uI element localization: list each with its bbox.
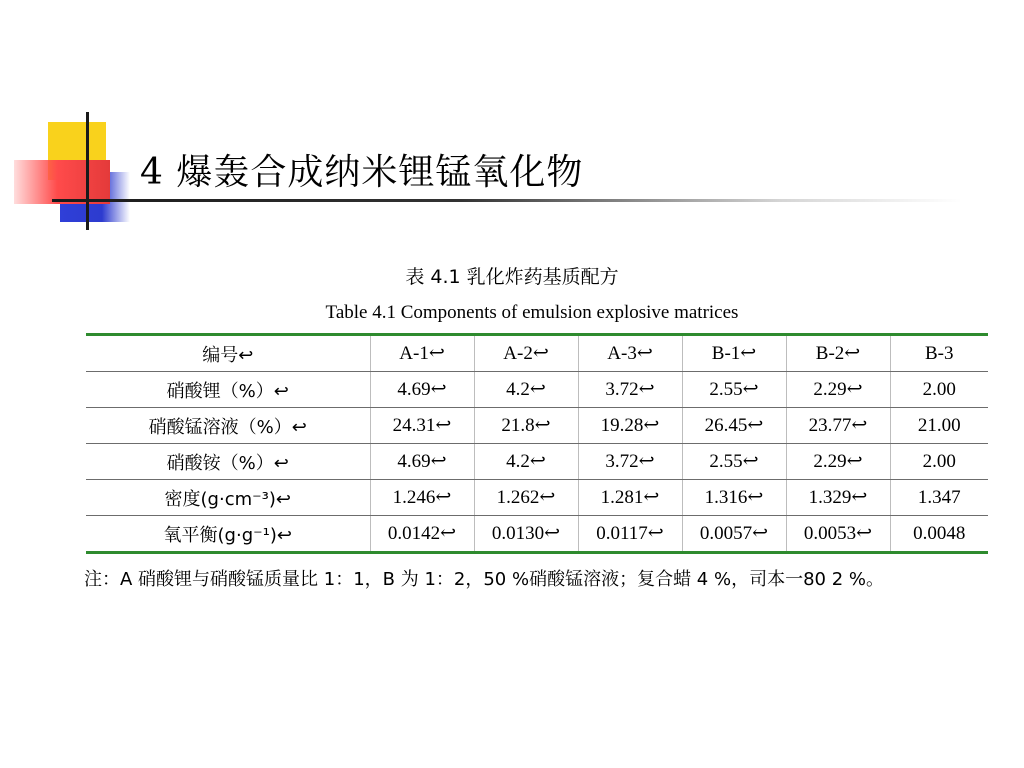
table-row bbox=[86, 372, 988, 408]
table-cell: 1.281↩ bbox=[578, 480, 682, 516]
header-cell: A-3↩ bbox=[578, 335, 682, 372]
table-cell: 2.55↩ bbox=[682, 372, 786, 408]
table-caption-chinese: 表 4.1 乳化炸药基质配方 bbox=[405, 266, 619, 288]
table-cell: 21.8↩ bbox=[474, 408, 578, 444]
decor-red-bar bbox=[14, 160, 110, 204]
table-row bbox=[86, 480, 988, 516]
table-cell: 1.246↩ bbox=[370, 480, 474, 516]
table-cell: 1.329↩ bbox=[786, 480, 890, 516]
table-cell: 4.2↩ bbox=[474, 372, 578, 408]
table-cell: 0.0057↩ bbox=[682, 516, 786, 553]
header-cell: B-3 bbox=[890, 335, 988, 372]
slide-title: 4 爆轰合成纳米锂锰氧化物 bbox=[140, 152, 584, 193]
table-cell: 2.29↩ bbox=[786, 372, 890, 408]
table-cell: 0.0117↩ bbox=[578, 516, 682, 553]
table-row bbox=[86, 516, 988, 553]
table-cell: 1.262↩ bbox=[474, 480, 578, 516]
row-label: 硝酸铵（%）↩ bbox=[86, 444, 370, 480]
table-cell: 26.45↩ bbox=[682, 408, 786, 444]
table-cell: 4.69↩ bbox=[370, 444, 474, 480]
decor-vertical-line bbox=[86, 112, 89, 230]
table-cell: 2.55↩ bbox=[682, 444, 786, 480]
table-cell: 0.0142↩ bbox=[370, 516, 474, 553]
table-cell: 0.0048 bbox=[913, 522, 966, 544]
table-cell: 1.347 bbox=[890, 480, 988, 516]
title-underline bbox=[52, 199, 962, 202]
table-cell: 2.00 bbox=[890, 372, 988, 408]
table-cell: 1.316↩ bbox=[682, 480, 786, 516]
table-cell: 24.31↩ bbox=[370, 408, 474, 444]
table-cell: 0.0130↩ bbox=[474, 516, 578, 553]
table-cell: 2.29↩ bbox=[786, 444, 890, 480]
row-label: 硝酸锂（%）↩ bbox=[86, 372, 370, 408]
table-footnote: 注：A 硝酸锂与硝酸锰质量比 1：1，B 为 1：2，50 %硝酸锰溶液；复合蜡 4 %，司本一80 2 %。 bbox=[84, 569, 884, 590]
table-cell: 4.69↩ bbox=[370, 372, 474, 408]
header-cell: A-1↩ bbox=[370, 335, 474, 372]
table-cell: 3.72↩ bbox=[578, 372, 682, 408]
table-cell: 2.00 bbox=[890, 444, 988, 480]
table-caption-english: Table 4.1 Components of emulsion explosive matrices bbox=[325, 302, 739, 323]
header-cell: B-1↩ bbox=[682, 335, 786, 372]
table-row bbox=[86, 444, 988, 480]
header-cell: B-2↩ bbox=[786, 335, 890, 372]
table-cell: 0.0053↩ bbox=[786, 516, 890, 553]
table-cell: 23.77↩ bbox=[786, 408, 890, 444]
row-label: 氧平衡(g·g⁻¹)↩ bbox=[86, 516, 370, 553]
table-cell: 4.2↩ bbox=[474, 444, 578, 480]
row-label: 硝酸锰溶液（%）↩ bbox=[86, 408, 370, 444]
table-cell: 21.00 bbox=[890, 408, 988, 444]
header-cell-id: 编号↩ bbox=[86, 335, 370, 372]
formulation-table bbox=[86, 333, 988, 554]
table-row bbox=[86, 408, 988, 444]
header-cell: A-2↩ bbox=[474, 335, 578, 372]
table-cell: 3.72↩ bbox=[578, 444, 682, 480]
row-label: 密度(g·cm⁻³)↩ bbox=[86, 480, 370, 516]
table-cell: 19.28↩ bbox=[578, 408, 682, 444]
table-header-row bbox=[86, 335, 988, 372]
